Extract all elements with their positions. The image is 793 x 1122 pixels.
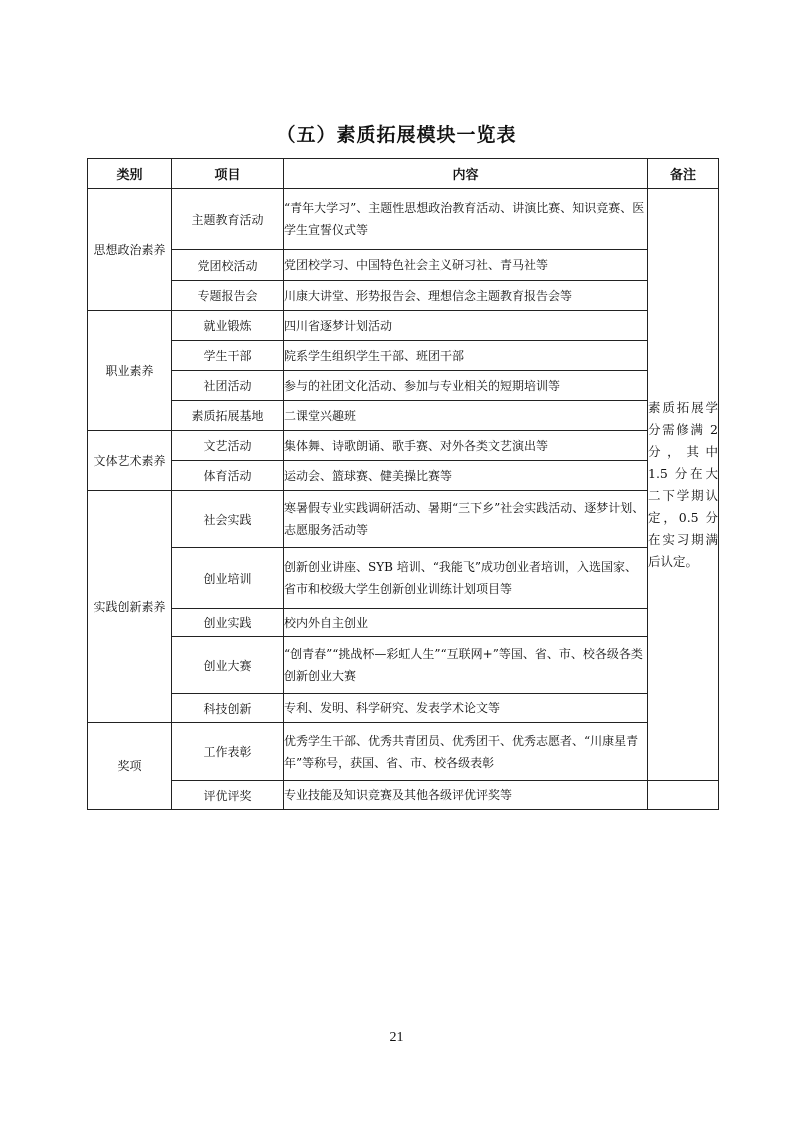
content-cell: 专利、发明、科学研究、发表学术论文等 xyxy=(284,694,648,723)
category-cell: 文体艺术素养 xyxy=(88,431,172,491)
table-row xyxy=(88,311,719,341)
table-row xyxy=(88,723,719,781)
content-cell: 创新创业讲座、SYB 培训、“我能飞”成功创业者培训，入选国家、省市和校级大学生创新创业训练计划项目等 xyxy=(284,548,648,609)
table-row xyxy=(88,781,719,810)
category-cell: 职业素养 xyxy=(88,311,172,431)
table-header-row xyxy=(88,159,719,189)
header-content: 内容 xyxy=(284,159,648,189)
table-row xyxy=(88,341,719,371)
table-row xyxy=(88,609,719,637)
note-empty-cell xyxy=(648,781,719,810)
category-cell: 奖项 xyxy=(88,723,172,810)
content-cell: 党团校学习、中国特色社会主义研习社、青马社等 xyxy=(284,250,648,281)
content-cell: 寒暑假专业实践调研活动、暑期“三下乡”社会实践活动、逐梦计划、志愿服务活动等 xyxy=(284,491,648,548)
table-row xyxy=(88,637,719,694)
content-cell: 校内外自主创业 xyxy=(284,609,648,637)
table-row xyxy=(88,250,719,281)
table-row xyxy=(88,189,719,250)
table-row xyxy=(88,548,719,609)
item-cell: 学生干部 xyxy=(172,341,284,371)
table-row xyxy=(88,461,719,491)
table-row xyxy=(88,694,719,723)
note-cell: 素质拓展学分需修满 2 分，其中 1.5 分在大二下学期认定，0.5 分在实习期满后认定。 xyxy=(648,189,719,781)
table-row xyxy=(88,431,719,461)
content-cell: “青年大学习”、主题性思想政治教育活动、讲演比赛、知识竞赛、医学生宣誓仪式等 xyxy=(284,189,648,250)
header-category: 类别 xyxy=(88,159,172,189)
category-cell: 思想政治素养 xyxy=(88,189,172,311)
item-cell: 科技创新 xyxy=(172,694,284,723)
item-cell: 就业锻炼 xyxy=(172,311,284,341)
content-cell: 运动会、篮球赛、健美操比赛等 xyxy=(284,461,648,491)
content-cell: 专业技能及知识竞赛及其他各级评优评奖等 xyxy=(284,781,648,810)
header-note: 备注 xyxy=(648,159,719,189)
page-title: （五）素质拓展模块一览表 xyxy=(276,124,517,146)
item-cell: 工作表彰 xyxy=(172,723,284,781)
item-cell: 评优评奖 xyxy=(172,781,284,810)
content-cell: 集体舞、诗歌朗诵、歌手赛、对外各类文艺演出等 xyxy=(284,431,648,461)
table-row xyxy=(88,401,719,431)
item-cell: 文艺活动 xyxy=(172,431,284,461)
item-cell: 创业大赛 xyxy=(172,637,284,694)
category-cell: 实践创新素养 xyxy=(88,491,172,723)
page-number: 21 xyxy=(389,1030,404,1045)
item-cell: 创业培训 xyxy=(172,548,284,609)
table-row xyxy=(88,371,719,401)
item-cell: 社团活动 xyxy=(172,371,284,401)
item-cell: 主题教育活动 xyxy=(172,189,284,250)
content-cell: 院系学生组织学生干部、班团干部 xyxy=(284,341,648,371)
item-cell: 社会实践 xyxy=(172,491,284,548)
content-cell: 优秀学生干部、优秀共青团员、优秀团干、优秀志愿者、“川康星青年”等称号，获国、省、市、校各级表彰 xyxy=(284,723,648,781)
item-cell: 党团校活动 xyxy=(172,250,284,281)
header-item: 项目 xyxy=(172,159,284,189)
quality-expansion-table xyxy=(87,158,719,810)
content-cell: 二课堂兴趣班 xyxy=(284,401,648,431)
item-cell: 创业实践 xyxy=(172,609,284,637)
content-cell: 参与的社团文化活动、参加与专业相关的短期培训等 xyxy=(284,371,648,401)
table-row xyxy=(88,281,719,311)
content-cell: “创青春”“挑战杯—彩虹人生”“互联网+”等国、省、市、校各级各类创新创业大赛 xyxy=(284,637,648,694)
item-cell: 体育活动 xyxy=(172,461,284,491)
item-cell: 专题报告会 xyxy=(172,281,284,311)
content-cell: 川康大讲堂、形势报告会、理想信念主题教育报告会等 xyxy=(284,281,648,311)
table-row xyxy=(88,491,719,548)
item-cell: 素质拓展基地 xyxy=(172,401,284,431)
content-cell: 四川省逐梦计划活动 xyxy=(284,311,648,341)
